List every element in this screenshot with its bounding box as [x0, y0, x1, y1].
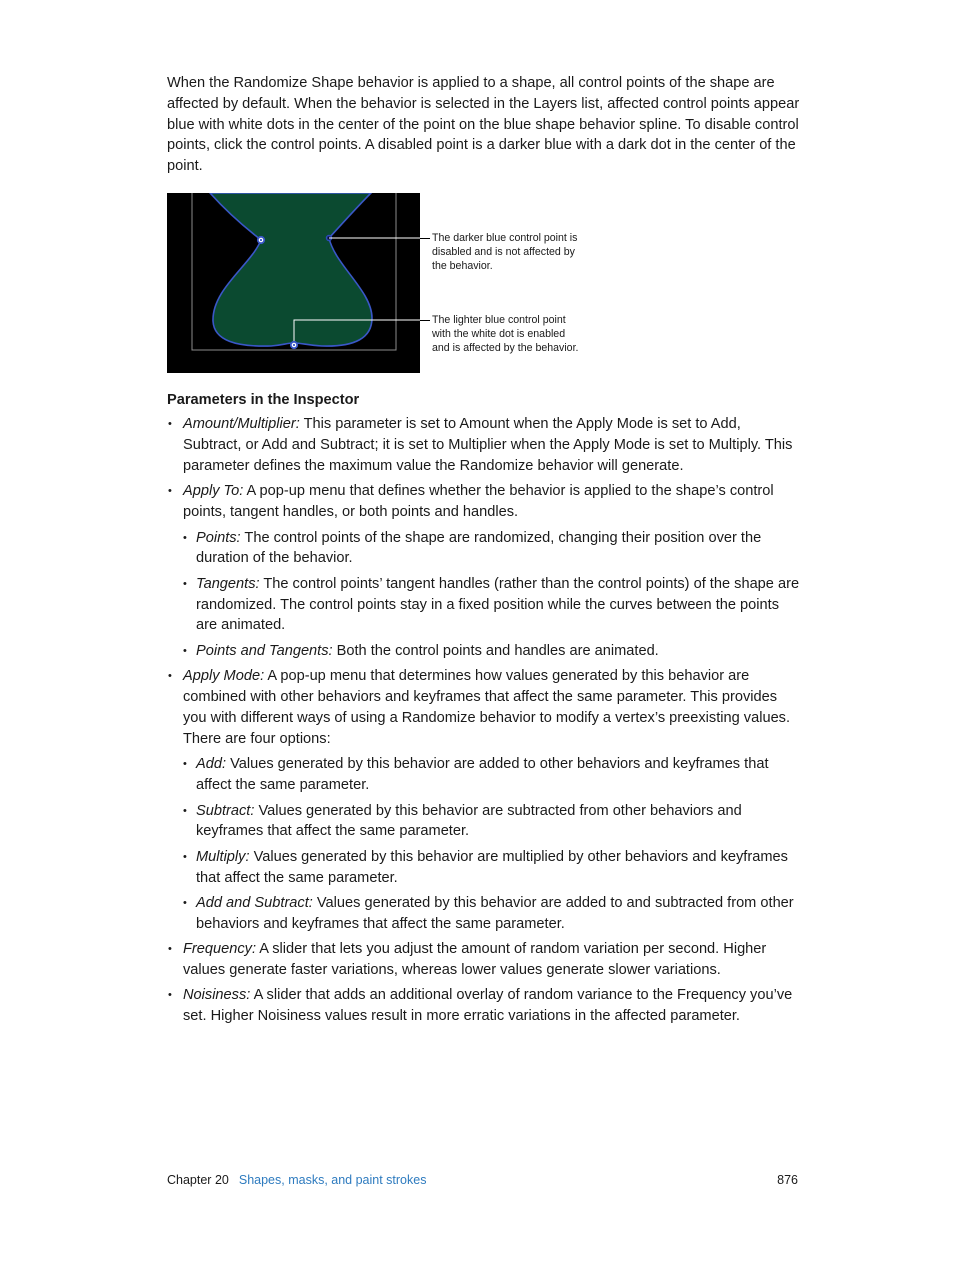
option-text: The control points of the shape are randomized, changing their position over the duration of the behavior. — [196, 529, 762, 567]
param-term: Noisiness: — [183, 987, 251, 1004]
section-title: Parameters in the Inspector — [167, 392, 360, 408]
intro-paragraph: When the Randomize Shape behavior is applied to a shape, all control points of the shape are affected by default. When the behavior is selected in the Layers list, affected control points appear blue with white dots in the center of the point on the blue shape behavior spline. To disable control points, click the control points. A disabled point is a darker blue with a dark dot in the center of the point. — [167, 75, 800, 175]
chapter-title-link[interactable]: Shapes, masks, and paint strokes — [238, 1173, 427, 1187]
option-term: Subtract: — [196, 802, 255, 819]
param-term: Apply To: — [183, 482, 244, 499]
option-text: Values generated by this behavior are subtracted from other behaviors and keyframes that affect the same parameter. — [196, 802, 742, 840]
option-term: Add and Subtract: — [196, 894, 313, 911]
apply-mode-options — [183, 754, 803, 934]
option-term: Add: — [196, 756, 227, 773]
param-apply-mode — [167, 666, 803, 934]
option-text: Values generated by this behavior are added to other behaviors and keyframes that affect the same parameter. — [196, 756, 769, 794]
option-term: Points: — [196, 529, 241, 546]
param-term: Amount/Multiplier: — [183, 416, 300, 432]
param-frequency — [167, 939, 803, 981]
option-text: The control points’ tangent handles (rather than the control points) of the shape are randomized. The control points stay in a fixed position while the curves between the points are animated. — [196, 575, 800, 634]
param-text: A pop-up menu that determines how values generated by this behavior are combined with other behaviors and keyframes that affect the same parameter. This provides you with different ways of using a Randomize behavior to modify a vertex’s preexisting values. There are four options: — [183, 668, 791, 747]
control-point-dot — [260, 239, 262, 241]
option-term: Multiply: — [196, 848, 250, 865]
apply-to-options — [183, 528, 803, 662]
option-points-and-tangents — [183, 641, 803, 662]
option-tangents — [183, 574, 803, 636]
page-footer — [167, 1173, 798, 1187]
callout-disabled-point: The darker blue control point is disabled and is not affected by the behavior. — [432, 232, 578, 272]
chapter-number: Chapter 20 — [167, 1173, 229, 1187]
option-add-and-subtract — [183, 893, 803, 935]
option-term: Tangents: — [196, 575, 260, 592]
option-multiply — [183, 847, 803, 889]
param-term: Frequency: — [183, 941, 257, 958]
callout-enabled-point: The lighter blue control point with the white dot is enabled and is affected by the behavior. — [432, 314, 579, 354]
param-text: A slider that lets you adjust the amount of random variation per second. Higher values generate faster variations, whereas lower values generate slower variations. — [183, 941, 767, 978]
option-add — [183, 754, 803, 796]
leader-line-disabled-ext — [420, 238, 430, 239]
param-noisiness — [167, 985, 803, 1027]
param-amount-multiplier — [167, 414, 803, 476]
option-text: Values generated by this behavior are multiplied by other behaviors and keyframes that affect the same parameter. — [196, 848, 788, 886]
shape-figure — [167, 193, 420, 373]
param-text: This parameter is set to Amount when the Apply Mode is set to Add, Subtract, or Add and Subtract; it is set to Multiplier when the Apply Mode is set to Multiply. This parameter defines the maximum value the Randomize behavior will generate. — [183, 416, 793, 474]
page-number: 876 — [777, 1173, 798, 1187]
param-text: A pop-up menu that defines whether the behavior is applied to the shape’s control points, tangent handles, or both points and handles. — [183, 482, 774, 520]
control-point-white-dot — [293, 344, 295, 346]
param-term: Apply Mode: — [183, 668, 265, 685]
option-points — [183, 528, 803, 570]
shape-illustration — [167, 193, 420, 373]
leader-line-enabled-ext — [420, 320, 430, 321]
param-apply-to — [167, 481, 803, 662]
option-text: Values generated by this behavior are added to and subtracted from other behaviors and keyframes that affect the same parameter. — [196, 894, 794, 932]
option-text: Both the control points and handles are animated. — [332, 642, 659, 659]
option-subtract — [183, 801, 803, 843]
param-text: A slider that adds an additional overlay of random variance to the Frequency you’ve set. Higher Noisiness values result in more erratic variations in the affected parameter. — [183, 987, 793, 1025]
option-term: Points and Tangents: — [196, 642, 333, 659]
parameter-list — [167, 414, 803, 1031]
